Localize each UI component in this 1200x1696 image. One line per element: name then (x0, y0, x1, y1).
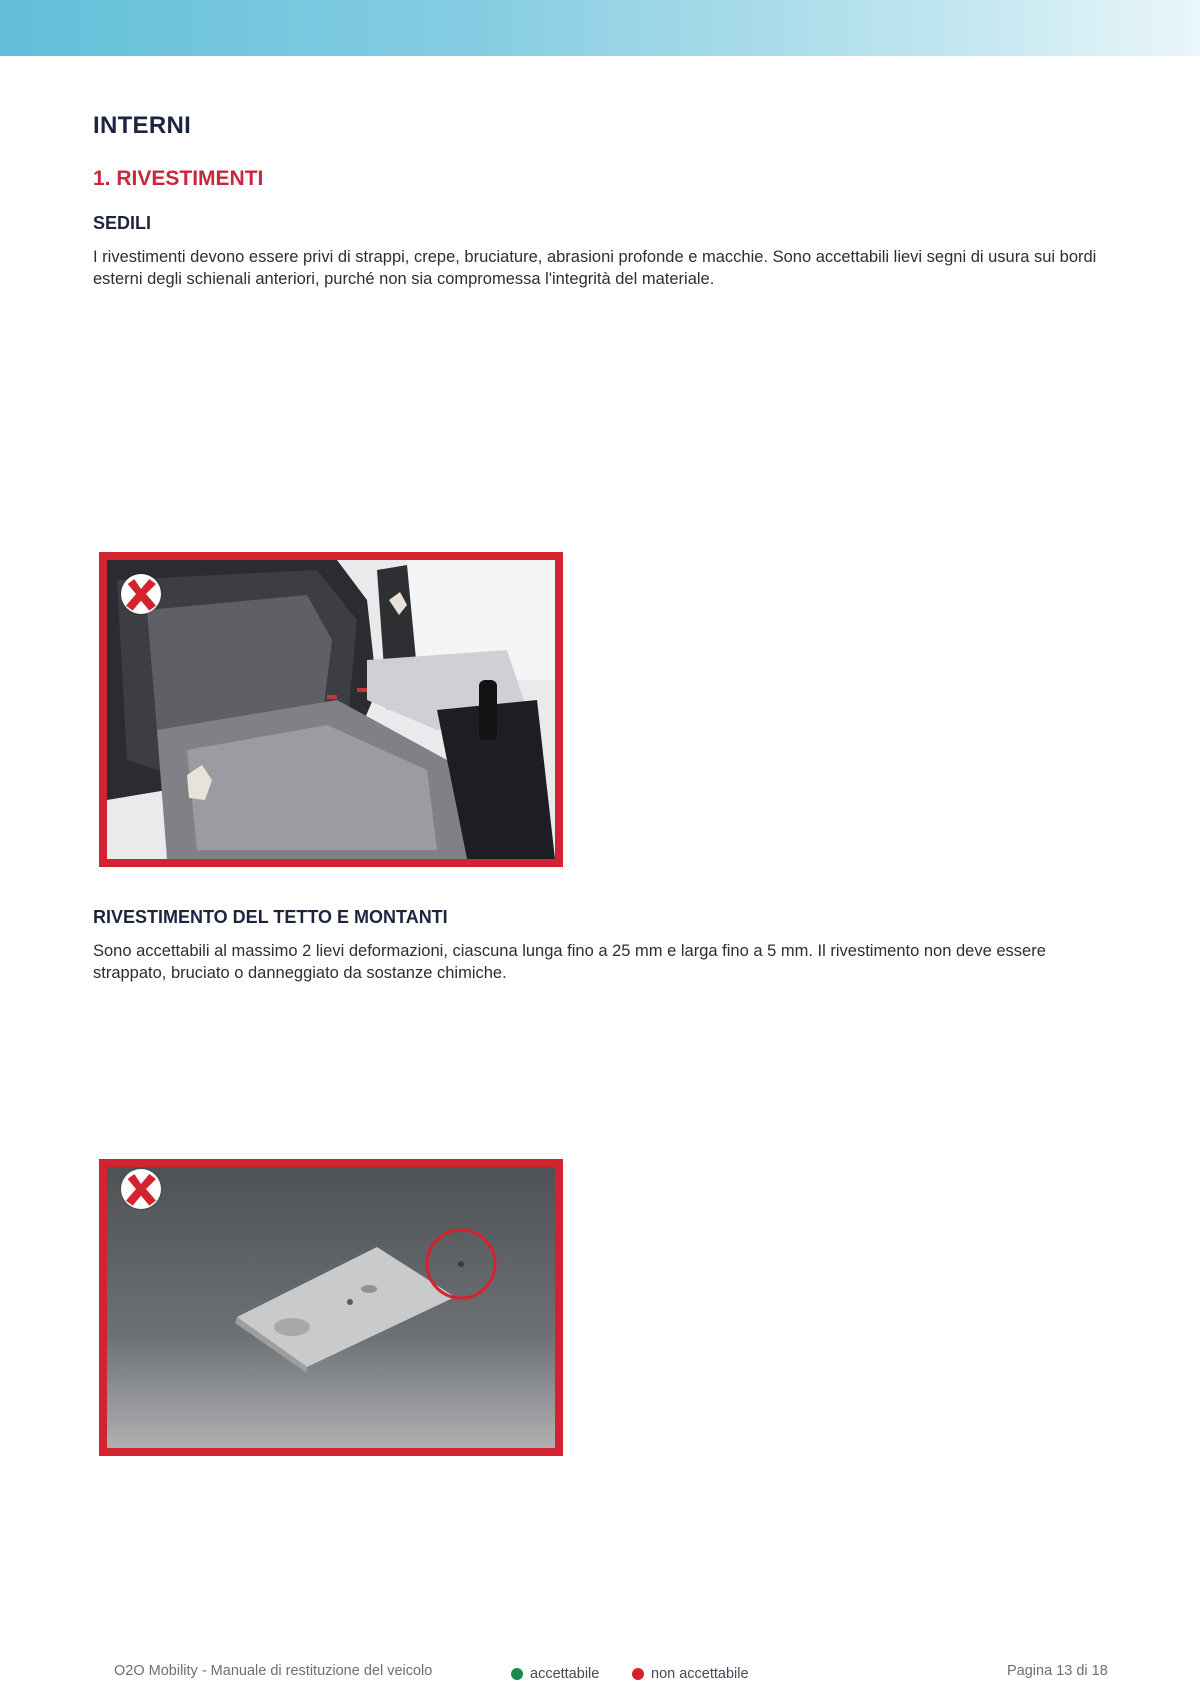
legend-acceptable (511, 1666, 599, 1682)
page-title: INTERNI (93, 112, 192, 139)
page-number: Pagina 13 di 18 (1007, 1663, 1108, 1679)
roof-damage-photo (99, 1159, 563, 1456)
green-dot-icon (511, 1668, 523, 1680)
seat-photo-image (107, 560, 555, 859)
legend-not-acceptable (632, 1666, 749, 1682)
red-dot-icon (632, 1668, 644, 1680)
legend-not-acceptable-label: non accettabile (651, 1666, 749, 1682)
seat-damage-photo (99, 552, 563, 867)
legend-acceptable-label: accettabile (530, 1666, 600, 1682)
reject-x-icon (121, 574, 161, 614)
seats-heading: SEDILI (93, 213, 152, 233)
x-mark-icon (121, 574, 161, 614)
seats-paragraph: I rivestimenti devono essere privi di strappi, crepe, bruciature, abrasioni profonde e macchie. Sono accettabili lievi segni di usura sui bordi esterni degli schienali anteriori, purché non sia compromessa l'integrità del materiale. (93, 248, 1097, 288)
reject-x-icon (121, 1169, 161, 1209)
section-title: 1. RIVESTIMENTI (93, 167, 264, 190)
roof-paragraph: Sono accettabili al massimo 2 lievi deformazioni, ciascuna lunga fino a 25 mm e larga fino a 5 mm. Il rivestimento non deve essere strappato, bruciato o danneggiato da sostanze chimiche. (93, 942, 1046, 982)
header-band (0, 0, 1200, 56)
footer-document-title: O2O Mobility - Manuale di restituzione del veicolo (114, 1663, 433, 1679)
roof-photo-image (107, 1167, 555, 1448)
x-mark-icon (121, 1169, 161, 1209)
roof-heading: RIVESTIMENTO DEL TETTO E MONTANTI (93, 907, 448, 927)
